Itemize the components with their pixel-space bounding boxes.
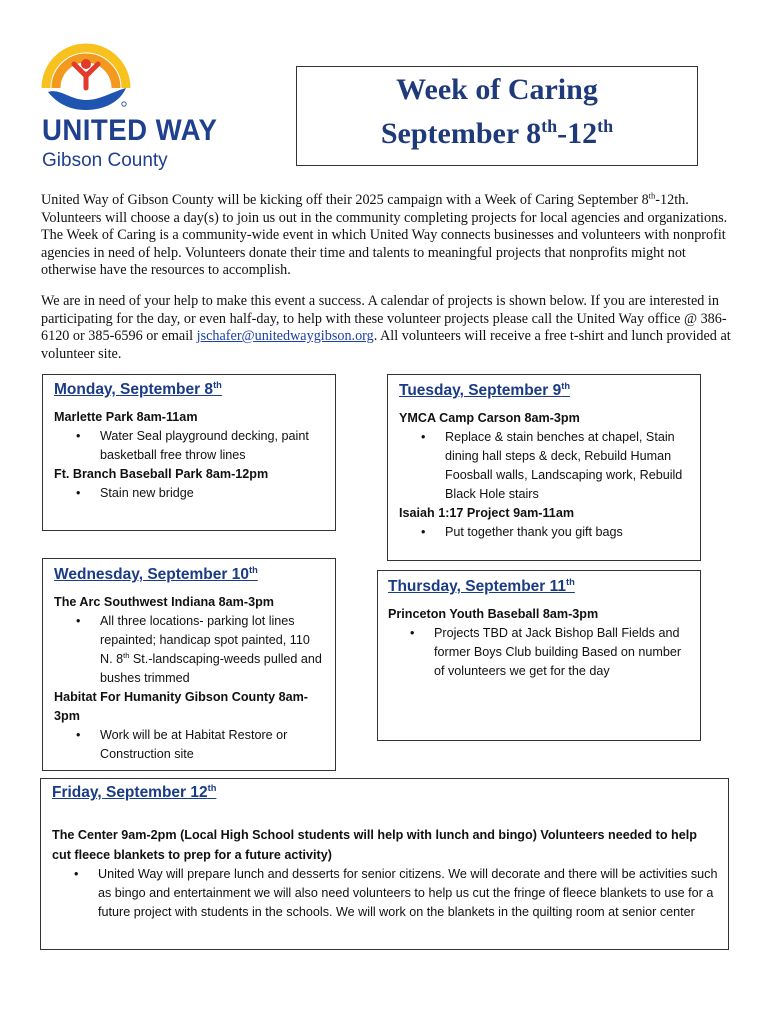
tuesday-box [387, 374, 701, 561]
location-heading: The Arc Southwest Indiana 8am-3pm [54, 595, 274, 609]
day-heading: Wednesday, September 10th [54, 564, 258, 583]
list-item: • Work will be at Habitat Restore or Construction site [54, 726, 325, 764]
brand-subtitle: Gibson County [42, 150, 168, 171]
title-box [296, 66, 698, 166]
thursday-box [377, 570, 701, 741]
monday-box [42, 374, 336, 531]
list-item: • Water Seal playground decking, paint basketball free throw lines [54, 427, 325, 465]
location-heading: Marlette Park 8am-11am [54, 410, 198, 424]
list-item: • All three locations- parking lot lines repainted; handicap spot painted, 110 N. 8th St.-landscaping-weeds pulled and bushes trimmed [54, 612, 325, 688]
united-way-logo-icon [40, 42, 132, 112]
location-heading: Isaiah 1:17 Project 9am-11am [399, 506, 575, 520]
day-heading: Friday, September 12th [52, 782, 217, 801]
friday-box [40, 778, 729, 950]
page-subtitle-dates: September 8th-12th [380, 116, 614, 150]
list-item: • Projects TBD at Jack Bishop Ball Fields and former Boys Club building Based on number of volunteers we get for the day [388, 624, 690, 681]
day-heading: Thursday, September 11th [388, 576, 575, 595]
list-item: • United Way will prepare lunch and desserts for senior citizens. We will decorate and there will be activities such as bingo and entertainment we will also need volunteers to help us cut the fringe of fleece blankets to use for a future project with students in the schools. We will work on the blankets in the quilting room at senior center [52, 865, 718, 922]
location-heading: Habitat For Humanity Gibson County 8am-3pm [54, 690, 308, 723]
intro-paragraph: United Way of Gibson County will be kicking off their 2025 campaign with a Week of Caring September 8th-12th. Volunteers will choose a day(s) to join us out in the community completing projects for local agencies and organizations. The Week of Caring is a community-wide event in which United Way connects businesses and volunteers with nonprofit agencies in need of help. Volunteers donate their time and talents to meaningful projects that nonprofits might not otherwise have the resources to accomplish. [41, 190, 728, 278]
list-item: • Stain new bridge [54, 484, 325, 503]
location-heading: Ft. Branch Baseball Park 8am-12pm [54, 467, 269, 481]
wednesday-box [42, 558, 336, 771]
help-paragraph: We are in need of your help to make this event a success. A calendar of projects is shown below. If you are interested in participating for the day, or even half-day, to help with these volunteer projects please call the United Way office @ 386-6120 or 385-6596 or email jschafer@unitedwaygibson.org. All volunteers will receive a free t-shirt and lunch provided at volunteer site. [41, 293, 731, 362]
location-heading: The Center 9am-2pm (Local High School students will help with lunch and bingo) Volunteers needed to help cut fleece blankets to prep for a future activity) [52, 828, 697, 862]
day-heading: Tuesday, September 9th [399, 380, 571, 399]
list-item: • Replace & stain benches at chapel, Stain dining hall steps & deck, Rebuild Human Foosball walls, Landscaping work, Rebuild Black Hole stairs [399, 428, 690, 504]
location-heading: YMCA Camp Carson 8am-3pm [399, 411, 580, 425]
page-title: Week of Caring [396, 73, 598, 106]
location-heading: Princeton Youth Baseball 8am-3pm [388, 607, 599, 621]
day-heading: Monday, September 8th [54, 379, 222, 398]
contact-email-link[interactable]: jschafer@unitedwaygibson.org [196, 328, 374, 344]
brand-name: UNITED WAY [42, 114, 218, 147]
list-item: • Put together thank you gift bags [399, 523, 690, 542]
